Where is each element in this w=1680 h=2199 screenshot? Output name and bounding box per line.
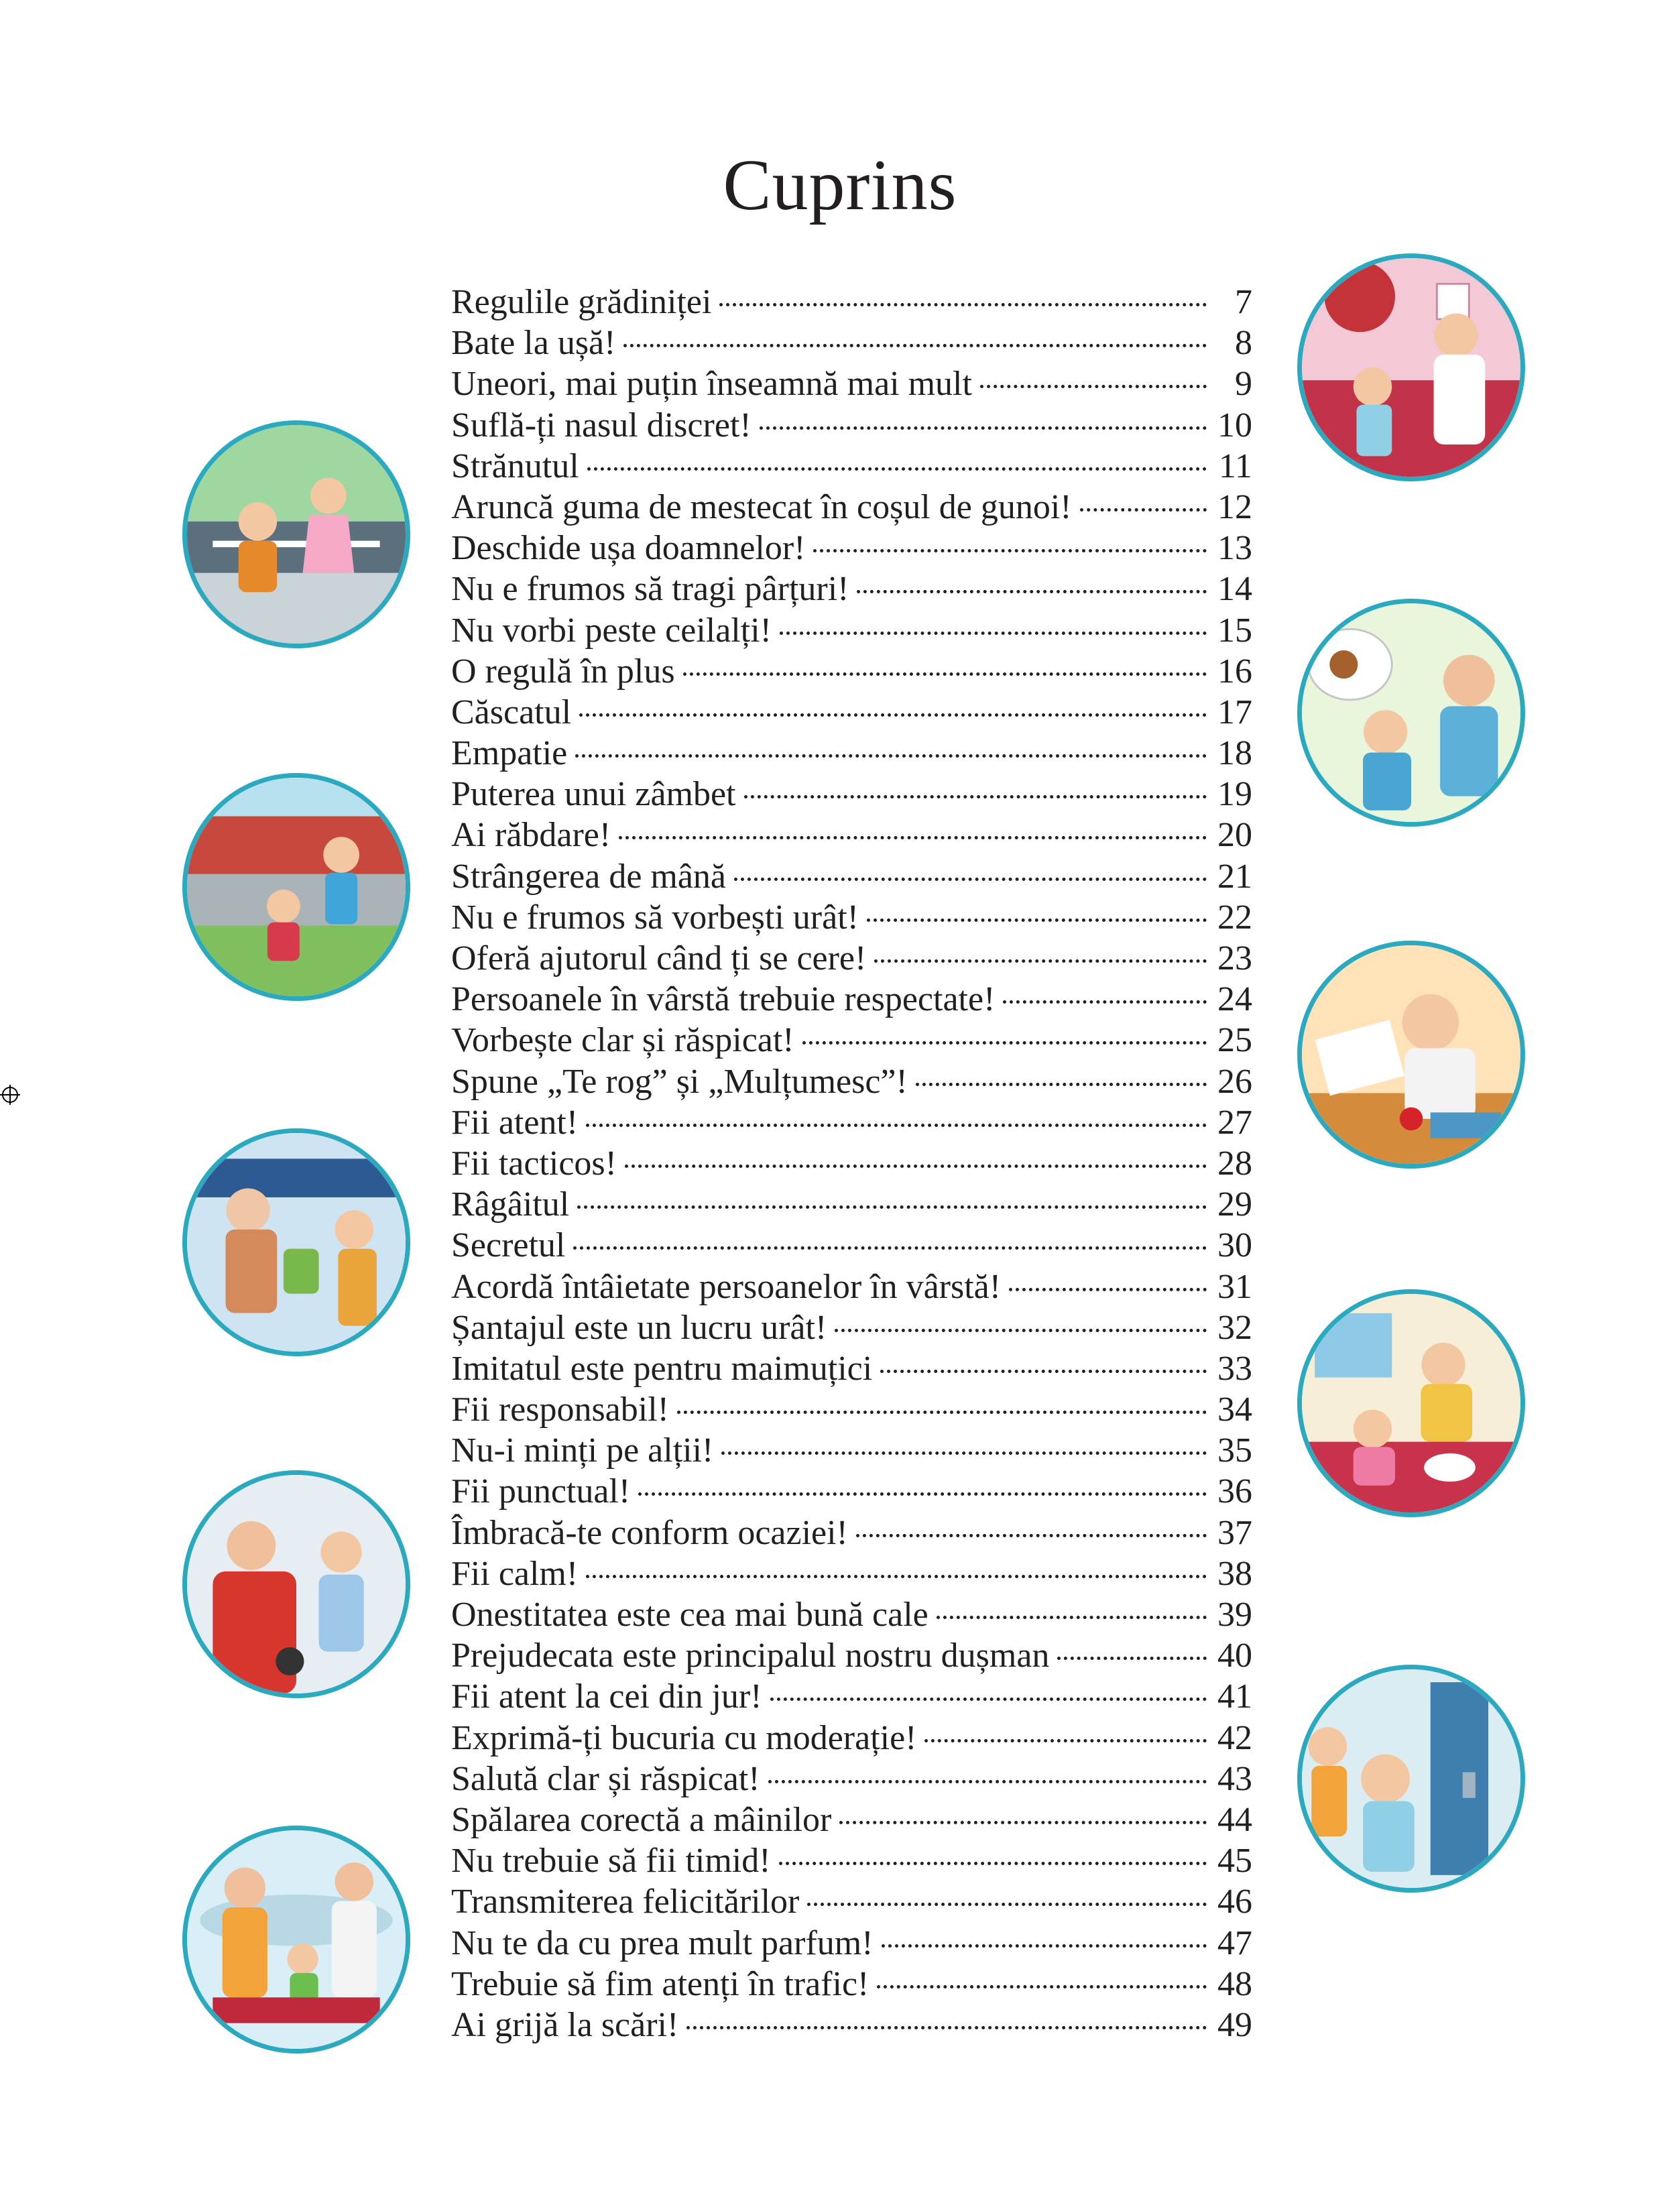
toc-entry xyxy=(451,897,1252,938)
toc-entry-title: Nu e frumos să tragi pârțuri! xyxy=(451,570,849,609)
toc-entry xyxy=(451,733,1252,774)
toc-entry-page: 29 xyxy=(1217,1185,1252,1224)
toc-entry xyxy=(451,1964,1252,2005)
toc-entry-page: 15 xyxy=(1217,611,1252,650)
toc-entry xyxy=(451,282,1252,322)
toc-entry xyxy=(451,1430,1252,1471)
toc-entry-page: 41 xyxy=(1217,1677,1252,1716)
toc-entry-page: 28 xyxy=(1217,1144,1252,1183)
illustration-boy-studying xyxy=(1297,941,1525,1169)
toc-dot-leader xyxy=(1057,1657,1207,1660)
illustration-girls-with-puppy xyxy=(1297,1289,1525,1517)
toc-entry-page: 14 xyxy=(1217,570,1252,609)
toc-entry xyxy=(451,1061,1252,1102)
toc-dot-leader xyxy=(924,1739,1207,1742)
toc-dot-leader xyxy=(856,1534,1207,1537)
toc-entry-page: 22 xyxy=(1217,898,1252,937)
toc-entry-page: 33 xyxy=(1217,1349,1252,1388)
toc-dot-leader xyxy=(577,1205,1207,1209)
toc-entry-title: Trebuie să fim atenți în trafic! xyxy=(451,1964,869,2003)
toc-entry-title: Prejudecata este principalul nostru dușman xyxy=(451,1637,1050,1675)
toc-entry-title: Nu vorbi peste ceilalți! xyxy=(451,611,772,650)
toc-dot-leader xyxy=(734,878,1207,881)
toc-entry-page: 7 xyxy=(1235,283,1252,321)
toc-entry xyxy=(451,322,1252,363)
toc-entry xyxy=(451,1923,1252,1964)
toc-entry-title: Nu e frumos să vorbești urât! xyxy=(451,898,859,937)
toc-dot-leader xyxy=(623,344,1207,347)
toc-dot-leader xyxy=(882,1944,1207,1948)
toc-entry-page: 16 xyxy=(1217,652,1252,691)
toc-entry-title: Fii atent! xyxy=(451,1103,579,1142)
toc-entry xyxy=(451,1718,1252,1759)
toc-entry-title: Empatie xyxy=(451,734,568,773)
toc-entry xyxy=(451,1225,1252,1266)
toc-entry xyxy=(451,938,1252,979)
toc-dot-leader xyxy=(768,1780,1207,1783)
toc-dot-leader xyxy=(877,1985,1207,1988)
toc-dot-leader xyxy=(586,1124,1207,1127)
toc-entry-title: Ai grijă la scări! xyxy=(451,2005,679,2044)
toc-dot-leader xyxy=(587,467,1207,471)
toc-entry-page: 44 xyxy=(1217,1800,1252,1839)
toc-entry xyxy=(451,856,1252,897)
toc-dot-leader xyxy=(880,1370,1207,1373)
toc-dot-leader xyxy=(744,795,1207,798)
toc-entry-title: Strănutul xyxy=(451,447,579,485)
toc-entry-title: Bate la ușă! xyxy=(451,324,616,363)
illustration-boy-dreaming xyxy=(1297,599,1525,827)
toc-entry-title: Persoanele în vârstă trebuie respectate! xyxy=(451,980,996,1019)
toc-entry xyxy=(451,1266,1252,1307)
toc-entry-page: 17 xyxy=(1217,693,1252,731)
toc-entry-page: 37 xyxy=(1217,1513,1252,1552)
toc-entry xyxy=(451,651,1252,692)
toc-entry-page: 12 xyxy=(1217,487,1252,526)
illustration-family-shopping xyxy=(182,1826,410,2054)
toc-dot-leader xyxy=(625,1165,1207,1168)
toc-entry xyxy=(451,610,1252,651)
illustration-children-street xyxy=(182,420,410,648)
toc-entry xyxy=(451,774,1252,815)
toc-entry-page: 20 xyxy=(1217,816,1252,855)
toc-entry-page: 18 xyxy=(1217,734,1252,773)
toc-entry-page: 32 xyxy=(1217,1308,1252,1347)
toc-entry xyxy=(451,1184,1252,1225)
toc-entry xyxy=(451,1102,1252,1143)
toc-entry xyxy=(451,405,1252,446)
toc-entry-title: Puterea unui zâmbet xyxy=(451,775,736,814)
toc-dot-leader xyxy=(579,713,1207,717)
toc-entry-page: 45 xyxy=(1217,1842,1252,1881)
toc-entry-page: 35 xyxy=(1217,1431,1252,1470)
toc-entry xyxy=(451,487,1252,528)
toc-dot-leader xyxy=(586,1575,1207,1578)
toc-entry xyxy=(451,1143,1252,1184)
toc-entry-title: Onestitatea este cea mai bună cale xyxy=(451,1596,928,1634)
toc-dot-leader xyxy=(573,1246,1207,1250)
toc-entry-title: Oferă ajutorul când ți se cere! xyxy=(451,939,867,977)
toc-dot-leader xyxy=(857,590,1207,593)
toc-entry xyxy=(451,1881,1252,1922)
toc-entry-title: Șantajul este un lucru urât! xyxy=(451,1308,827,1347)
toc-dot-leader xyxy=(686,2026,1207,2029)
toc-dot-leader xyxy=(874,959,1207,963)
illustration-classroom-teacher xyxy=(1297,253,1525,481)
toc-entry-page: 26 xyxy=(1217,1062,1252,1101)
toc-entry-title: Nu trebuie să fii timid! xyxy=(451,1842,771,1881)
toc-entry-title: Căscatul xyxy=(451,693,572,731)
toc-entry xyxy=(451,979,1252,1020)
toc-entry xyxy=(451,815,1252,855)
toc-dot-leader xyxy=(813,549,1207,552)
toc-entry-page: 49 xyxy=(1217,2005,1252,2044)
toc-entry-page: 31 xyxy=(1217,1267,1252,1306)
toc-entry-title: Nu te da cu prea mult parfum! xyxy=(451,1923,874,1962)
toc-entry-page: 34 xyxy=(1217,1390,1252,1429)
illustration-father-son xyxy=(182,1470,410,1698)
toc-entry-page: 47 xyxy=(1217,1923,1252,1962)
toc-entry xyxy=(451,1759,1252,1799)
toc-entry-page: 13 xyxy=(1217,529,1252,568)
toc-dot-leader xyxy=(770,1698,1207,1701)
toc-dot-leader xyxy=(683,672,1207,676)
toc-entry xyxy=(451,363,1252,404)
toc-entry xyxy=(451,446,1252,487)
toc-entry xyxy=(451,1512,1252,1553)
toc-entry-page: 8 xyxy=(1235,324,1252,363)
toc-dot-leader xyxy=(677,1411,1207,1414)
toc-entry-page: 24 xyxy=(1217,980,1252,1019)
toc-entry-page: 40 xyxy=(1217,1637,1252,1675)
toc-entry-title: Strângerea de mână xyxy=(451,857,727,896)
toc-entry-page: 39 xyxy=(1217,1596,1252,1634)
toc-dot-leader xyxy=(721,1451,1207,1455)
toc-entry xyxy=(451,2005,1252,2045)
toc-entry-page: 27 xyxy=(1217,1103,1252,1142)
toc-dot-leader xyxy=(980,385,1207,388)
toc-entry-title: Spune „Te rog” și „Mulțumesc”! xyxy=(451,1062,908,1101)
toc-entry xyxy=(451,1840,1252,1881)
toc-entry-page: 48 xyxy=(1217,1964,1252,2003)
toc-entry-title: Salută clar și răspicat! xyxy=(451,1759,760,1798)
toc-entry-title: Fii calm! xyxy=(451,1554,579,1593)
toc-entry-title: Aruncă guma de mestecat în coșul de gunoi! xyxy=(451,487,1072,526)
illustration-girl-door xyxy=(1297,1665,1525,1893)
illustration-elderly-bus xyxy=(182,1128,410,1356)
toc-entry-title: Ai răbdare! xyxy=(451,816,611,855)
toc-entry-title: Fii responsabil! xyxy=(451,1390,669,1429)
toc-entry-title: Regulile grădiniței xyxy=(451,283,712,321)
toc-entry-page: 23 xyxy=(1217,939,1252,977)
toc-entry-title: Râgâitul xyxy=(451,1185,570,1224)
toc-dot-leader xyxy=(780,632,1207,635)
toc-entry xyxy=(451,1348,1252,1389)
toc-entry-title: Nu-i minți pe alții! xyxy=(451,1431,714,1470)
toc-entry-page: 9 xyxy=(1235,365,1252,404)
toc-dot-leader xyxy=(779,1862,1207,1865)
toc-entry-title: Fii tacticos! xyxy=(451,1144,617,1183)
toc-entry xyxy=(451,1020,1252,1061)
toc-entry-page: 25 xyxy=(1217,1021,1252,1060)
toc-dot-leader xyxy=(867,918,1207,922)
toc-entry-title: Deschide ușa doamnelor! xyxy=(451,529,806,568)
toc-entry xyxy=(451,1307,1252,1348)
toc-entry xyxy=(451,1389,1252,1430)
toc-entry-page: 43 xyxy=(1217,1759,1252,1798)
toc-entry-page: 30 xyxy=(1217,1226,1252,1265)
registration-mark-icon xyxy=(0,1085,20,1105)
toc-entry-title: Exprimă-ți bucuria cu moderație! xyxy=(451,1718,917,1757)
toc-entry-page: 10 xyxy=(1217,406,1252,444)
toc-dot-leader xyxy=(916,1083,1207,1086)
toc-entry xyxy=(451,1676,1252,1717)
toc-entry-title: Spălarea corectă a mâinilor xyxy=(451,1800,832,1839)
toc-entry-title: Secretul xyxy=(451,1226,566,1265)
toc-entry-title: Transmiterea felicitărilor xyxy=(451,1883,800,1921)
toc-dot-leader xyxy=(619,836,1207,839)
toc-entry-title: Acordă întâietate persoanelor în vârstă! xyxy=(451,1267,1002,1306)
toc-entry-title: Vorbește clar și răspicat! xyxy=(451,1021,794,1060)
toc-entry-title: Fii atent la cei din jur! xyxy=(451,1677,762,1716)
illustration-kids-playground xyxy=(182,773,410,1001)
toc-entry-page: 38 xyxy=(1217,1554,1252,1593)
toc-dot-leader xyxy=(937,1616,1207,1619)
toc-dot-leader xyxy=(802,1041,1207,1045)
toc-entry-title: Imitatul este pentru maimuțici xyxy=(451,1349,873,1388)
toc-dot-leader xyxy=(839,1821,1207,1824)
toc-dot-leader xyxy=(719,303,1207,306)
toc-dot-leader xyxy=(807,1903,1207,1906)
toc-entry-page: 19 xyxy=(1217,775,1252,814)
toc-entry xyxy=(451,692,1252,733)
toc-dot-leader xyxy=(1009,1288,1207,1291)
toc-entry-page: 46 xyxy=(1217,1883,1252,1921)
toc-entry xyxy=(451,569,1252,609)
toc-entry-title: O regulă în plus xyxy=(451,652,675,691)
toc-dot-leader xyxy=(835,1329,1207,1332)
toc-entry-title: Suflă-ți nasul discret! xyxy=(451,406,752,444)
toc-entry-page: 11 xyxy=(1218,447,1252,485)
table-of-contents xyxy=(451,282,1252,2045)
page-title: Cuprins xyxy=(723,145,957,225)
toc-entry xyxy=(451,1799,1252,1840)
toc-entry-title: Uneori, mai puțin înseamnă mai mult xyxy=(451,365,972,404)
toc-entry-page: 36 xyxy=(1217,1472,1252,1511)
toc-dot-leader xyxy=(1003,1000,1207,1004)
toc-entry-title: Fii punctual! xyxy=(451,1472,631,1511)
toc-entry-title: Îmbracă-te conform ocaziei! xyxy=(451,1513,848,1552)
toc-dot-leader xyxy=(575,754,1207,758)
toc-dot-leader xyxy=(638,1492,1207,1496)
toc-dot-leader xyxy=(760,426,1207,430)
toc-entry xyxy=(451,528,1252,569)
toc-entry-page: 42 xyxy=(1217,1718,1252,1757)
toc-entry-page: 21 xyxy=(1217,857,1252,896)
toc-entry xyxy=(451,1471,1252,1512)
toc-entry xyxy=(451,1553,1252,1594)
toc-entry xyxy=(451,1635,1252,1676)
toc-dot-leader xyxy=(1080,508,1207,512)
toc-entry xyxy=(451,1594,1252,1635)
